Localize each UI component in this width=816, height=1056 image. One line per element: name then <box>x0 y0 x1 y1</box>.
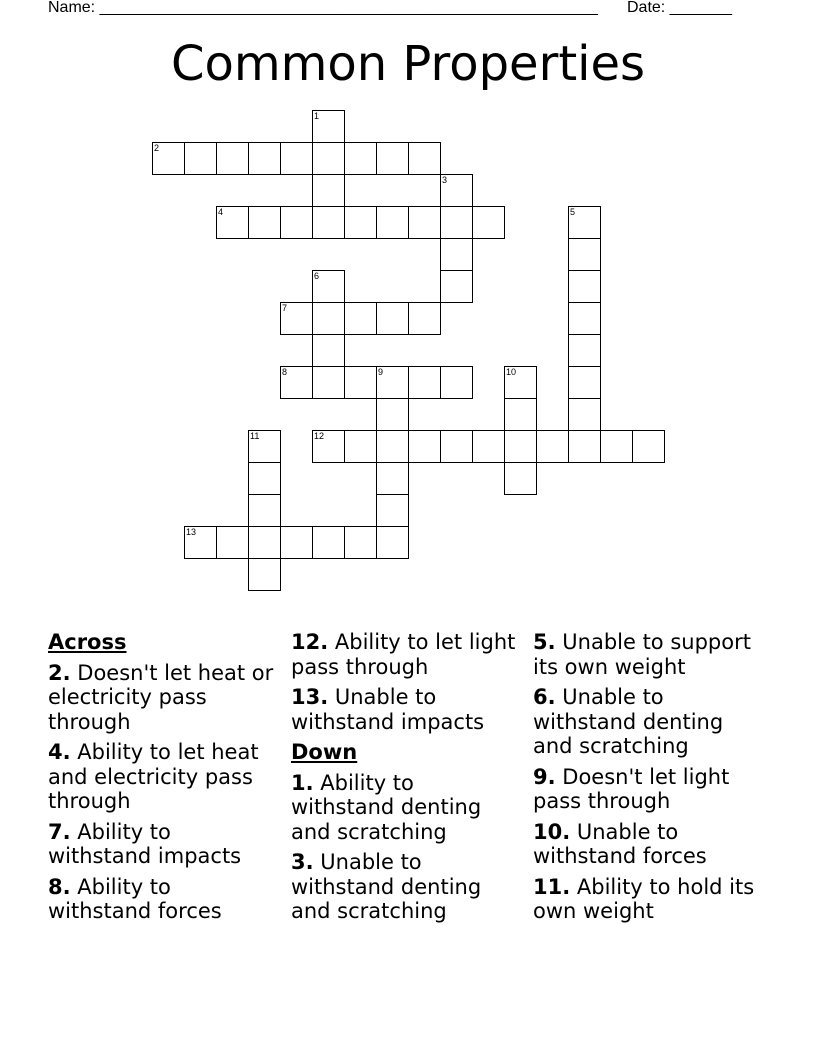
grid-cell[interactable] <box>312 270 345 303</box>
clue-item <box>533 875 763 924</box>
grid-cell[interactable] <box>376 302 409 335</box>
grid-cell[interactable] <box>312 174 345 207</box>
clue-item-number: 6. <box>533 685 556 709</box>
grid-cell[interactable] <box>248 430 281 463</box>
grid-cell[interactable] <box>632 430 665 463</box>
grid-cell[interactable] <box>376 462 409 495</box>
grid-cell[interactable] <box>504 398 537 431</box>
grid-cell[interactable] <box>568 238 601 271</box>
grid-cell[interactable] <box>312 302 345 335</box>
clue-item <box>291 850 521 924</box>
grid-cell[interactable] <box>568 334 601 367</box>
grid-cell[interactable] <box>280 366 313 399</box>
grid-cell[interactable] <box>408 206 441 239</box>
clue-item-text: Unable to withstand denting and scratching <box>291 850 482 923</box>
clue-item-number: 2. <box>48 660 71 685</box>
grid-cell[interactable] <box>376 398 409 431</box>
clue-item-number: 12. <box>291 630 329 654</box>
grid-cell[interactable] <box>568 398 601 431</box>
clue-number: 3 <box>442 175 448 185</box>
clue-item-number: 5. <box>533 630 556 654</box>
clue-item-number: 7. <box>48 819 71 844</box>
grid-cell[interactable] <box>280 526 313 559</box>
clue-number: 5 <box>570 207 576 217</box>
clue-item <box>291 771 521 845</box>
clue-item-number: 10. <box>533 819 571 844</box>
grid-cell[interactable] <box>248 558 281 591</box>
grid-cell[interactable] <box>440 270 473 303</box>
grid-cell[interactable] <box>216 526 249 559</box>
grid-cell[interactable] <box>280 142 313 175</box>
grid-cell[interactable] <box>312 430 345 463</box>
date-field-label: Date: _______ <box>627 0 732 16</box>
grid-cell[interactable] <box>376 494 409 527</box>
clue-number: 9 <box>378 367 384 377</box>
grid-cell[interactable] <box>408 302 441 335</box>
grid-cell[interactable] <box>376 206 409 239</box>
clue-item-text: Ability to let heat and electricity pass through <box>48 740 259 813</box>
grid-cell[interactable] <box>536 430 569 463</box>
grid-cell[interactable] <box>408 142 441 175</box>
grid-cell[interactable] <box>344 430 377 463</box>
grid-cell[interactable] <box>248 526 281 559</box>
grid-cell[interactable] <box>280 302 313 335</box>
grid-cell[interactable] <box>472 430 505 463</box>
grid-cell[interactable] <box>312 334 345 367</box>
clue-column-1 <box>48 630 278 930</box>
across-heading: Across <box>48 630 127 654</box>
clue-item-text: Ability to withstand impacts <box>48 819 242 868</box>
grid-cell[interactable] <box>312 142 345 175</box>
grid-cell[interactable] <box>184 142 217 175</box>
clue-item-number: 13. <box>291 685 329 709</box>
clue-item <box>48 820 278 869</box>
grid-cell[interactable] <box>280 206 313 239</box>
grid-cell[interactable] <box>216 142 249 175</box>
grid-cell[interactable] <box>440 238 473 271</box>
grid-cell[interactable] <box>248 462 281 495</box>
clue-item-number: 9. <box>533 764 556 789</box>
clue-number: 11 <box>250 431 260 441</box>
puzzle-title: Common Properties <box>170 36 646 92</box>
grid-cell[interactable] <box>248 142 281 175</box>
clue-number: 12 <box>314 431 325 441</box>
clue-item-number: 1. <box>291 770 314 795</box>
clue-item-number: 11. <box>533 874 571 899</box>
grid-cell[interactable] <box>600 430 633 463</box>
clue-number: 10 <box>506 367 517 377</box>
grid-cell[interactable] <box>152 142 185 175</box>
clue-item-text: Ability to let light pass through <box>291 630 516 679</box>
clue-item-text: Ability to withstand forces <box>48 874 222 923</box>
grid-cell[interactable] <box>440 430 473 463</box>
clue-item-text: Doesn't let heat or electricity pass through <box>48 660 274 734</box>
grid-cell[interactable] <box>568 302 601 335</box>
grid-cell[interactable] <box>376 430 409 463</box>
grid-cell[interactable] <box>568 366 601 399</box>
clue-item <box>48 740 278 814</box>
clue-item <box>48 661 278 735</box>
grid-cell[interactable] <box>344 302 377 335</box>
clue-number: 8 <box>282 367 288 377</box>
clue-column-2 <box>291 630 521 930</box>
clue-number: 1 <box>314 111 320 121</box>
grid-cell[interactable] <box>344 206 377 239</box>
clue-number: 7 <box>282 303 288 313</box>
grid-cell[interactable] <box>312 366 345 399</box>
grid-cell[interactable] <box>248 206 281 239</box>
clue-item <box>291 685 521 734</box>
clue-item-text: Unable to withstand impacts <box>291 685 485 734</box>
clue-number: 6 <box>314 271 320 281</box>
grid-cell[interactable] <box>472 206 505 239</box>
name-field-label: Name: ________________________________________________________ <box>48 0 598 16</box>
grid-cell[interactable] <box>408 366 441 399</box>
clue-number: 2 <box>154 143 160 153</box>
grid-cell[interactable] <box>344 366 377 399</box>
grid-cell[interactable] <box>376 142 409 175</box>
clue-item-text: Unable to withstand denting and scratching <box>533 685 724 758</box>
grid-cell[interactable] <box>344 526 377 559</box>
grid-cell[interactable] <box>504 366 537 399</box>
clue-item-text: Unable to support its own weight <box>533 630 751 679</box>
grid-cell[interactable] <box>440 366 473 399</box>
clue-item-text: Unable to withstand forces <box>533 819 707 868</box>
clue-item-text: Ability to withstand denting and scratching <box>291 770 482 844</box>
clue-item-number: 8. <box>48 874 71 899</box>
grid-cell[interactable] <box>312 206 345 239</box>
grid-cell[interactable] <box>440 206 473 239</box>
grid-cell[interactable] <box>504 462 537 495</box>
grid-cell[interactable] <box>376 366 409 399</box>
clue-item <box>533 820 763 869</box>
down-heading: Down <box>291 740 358 764</box>
clue-number: 4 <box>218 207 224 217</box>
clue-item <box>291 630 521 679</box>
clue-item <box>533 685 763 759</box>
grid-cell[interactable] <box>408 430 441 463</box>
grid-cell[interactable] <box>440 174 473 207</box>
clue-item-number: 3. <box>291 850 314 874</box>
clue-item-text: Doesn't let light pass through <box>533 764 730 813</box>
grid-cell[interactable] <box>376 526 409 559</box>
grid-cell[interactable] <box>568 430 601 463</box>
grid-cell[interactable] <box>568 270 601 303</box>
clue-item <box>48 875 278 924</box>
grid-cell[interactable] <box>504 430 537 463</box>
clue-item <box>533 630 763 679</box>
grid-cell[interactable] <box>344 142 377 175</box>
clue-column-3 <box>533 630 763 930</box>
clue-item-text: Ability to hold its own weight <box>533 874 755 923</box>
grid-cell[interactable] <box>248 494 281 527</box>
grid-cell[interactable] <box>568 206 601 239</box>
grid-cell[interactable] <box>216 206 249 239</box>
clue-number: 13 <box>186 527 197 537</box>
grid-cell[interactable] <box>312 526 345 559</box>
clue-item-number: 4. <box>48 740 71 764</box>
grid-cell[interactable] <box>312 110 345 143</box>
clue-item <box>533 765 763 814</box>
grid-cell[interactable] <box>184 526 217 559</box>
